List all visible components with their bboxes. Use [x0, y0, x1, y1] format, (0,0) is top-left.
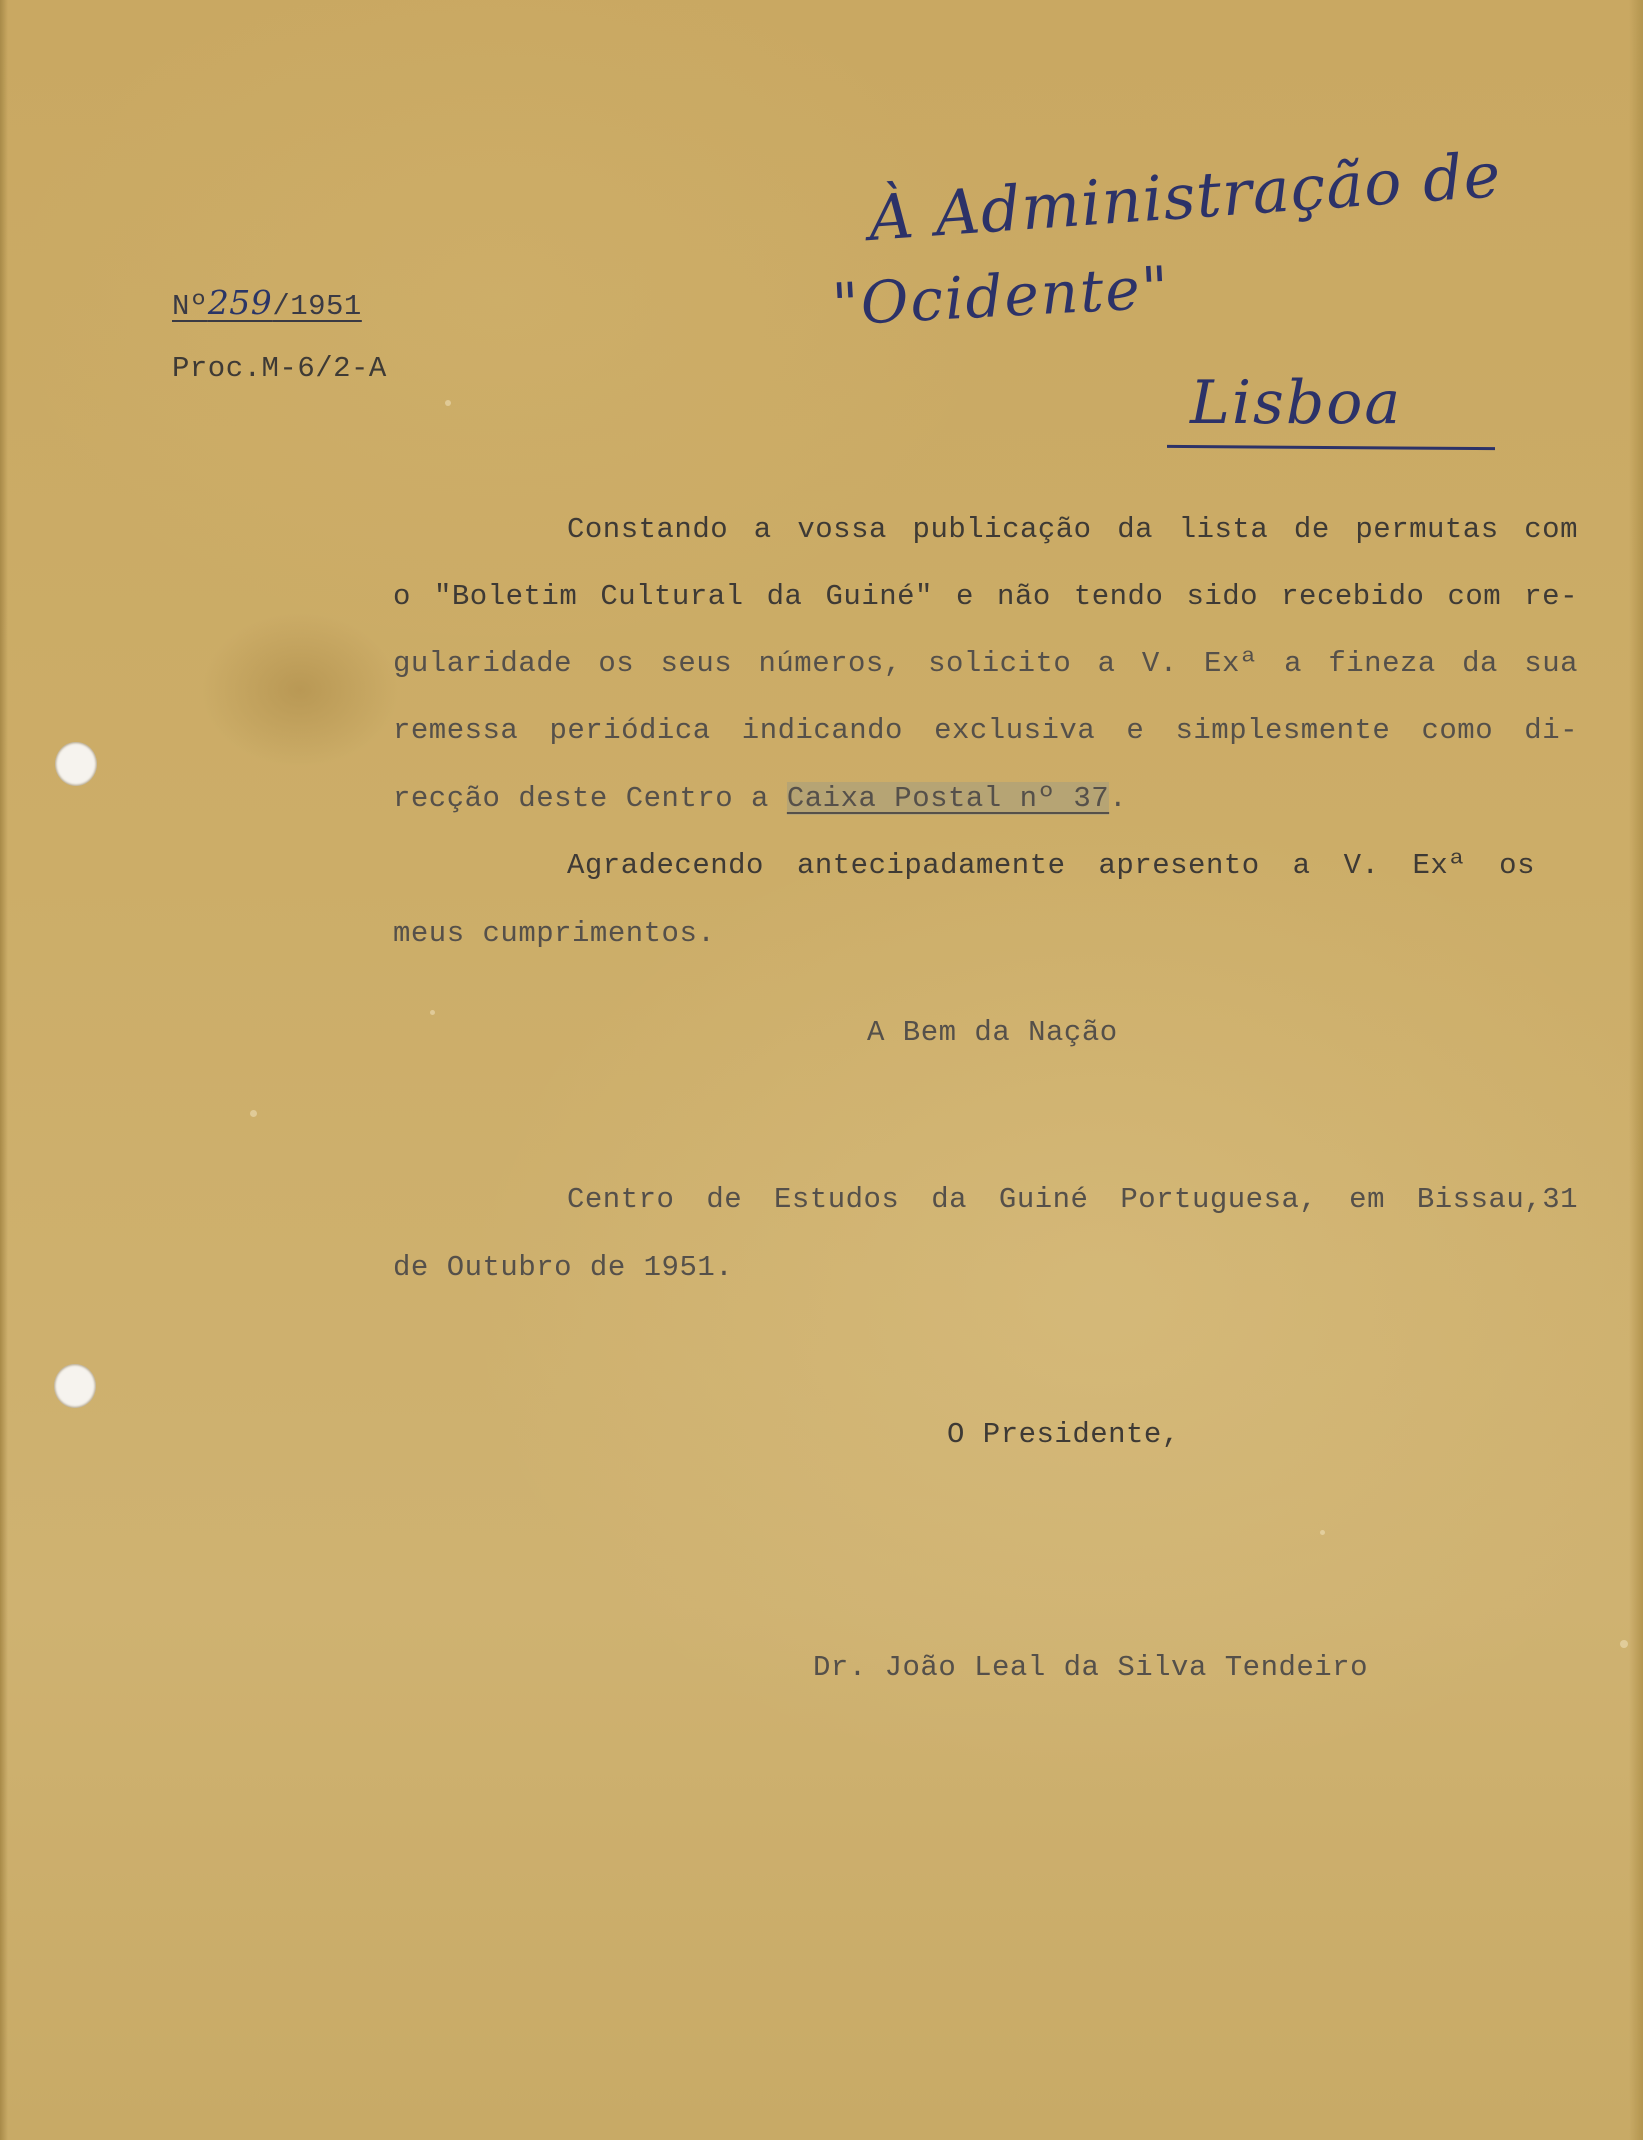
postal-box-reference: Caixa Postal nº 37	[786, 782, 1110, 815]
handwritten-address-line-1: À Administração de	[866, 137, 1504, 256]
signatory-name: Dr. João Leal da Silva Tendeiro	[813, 1651, 1368, 1684]
body-paragraph-1-line-5	[393, 782, 1127, 815]
punch-hole-top	[55, 742, 97, 786]
punch-hole-bottom	[54, 1364, 96, 1408]
handwritten-underline	[1167, 445, 1495, 450]
paper-spot	[1320, 1530, 1325, 1535]
reference-year: /1951	[272, 290, 362, 323]
body-paragraph-1-line-5-start: recção deste Centro a	[393, 782, 787, 815]
paper-spot	[1620, 1640, 1628, 1648]
handwritten-address-line-2: "Ocidente"	[830, 253, 1172, 339]
signatory-title: O Presidente,	[947, 1418, 1180, 1451]
process-reference: Proc.M-6/2-A	[172, 352, 387, 385]
paper-right-edge	[1629, 0, 1643, 2140]
paper-spot	[445, 400, 451, 406]
paper-left-edge	[0, 0, 8, 2140]
body-paragraph-1-line-4: remessa periódica indicando exclusiva e simplesmente como di-	[393, 714, 1578, 747]
body-paragraph-1-line-1: Constando a vossa publicação da lista de permutas com	[567, 513, 1578, 546]
body-paragraph-1-line-2: o "Boletim Cultural da Guiné" e não tendo sido recebido com re-	[393, 580, 1578, 613]
body-paragraph-1-line-5-end: .	[1109, 782, 1128, 815]
paper-spot	[250, 1110, 257, 1117]
place-date-line-1: Centro de Estudos da Guiné Portuguesa, em Bissau,31	[567, 1183, 1578, 1216]
place-date-line-2: de Outubro de 1951.	[393, 1251, 734, 1284]
closing-salutation: A Bem da Nação	[867, 1016, 1118, 1049]
body-paragraph-1-line-3: gularidade os seus números, solicito a V. Exª a fineza da sua	[393, 647, 1578, 680]
body-paragraph-2-line-2: meus cumprimentos.	[393, 917, 716, 950]
handwritten-address-line-3: Lisboa	[1190, 368, 1403, 438]
reference-prefix: Nº	[172, 290, 208, 323]
body-paragraph-2-line-1: Agradecendo antecipadamente apresento a V. Exª os	[567, 849, 1535, 882]
reference-number	[172, 283, 362, 323]
reference-handwritten-number: 259	[207, 283, 273, 322]
paper-spot	[430, 1010, 435, 1015]
